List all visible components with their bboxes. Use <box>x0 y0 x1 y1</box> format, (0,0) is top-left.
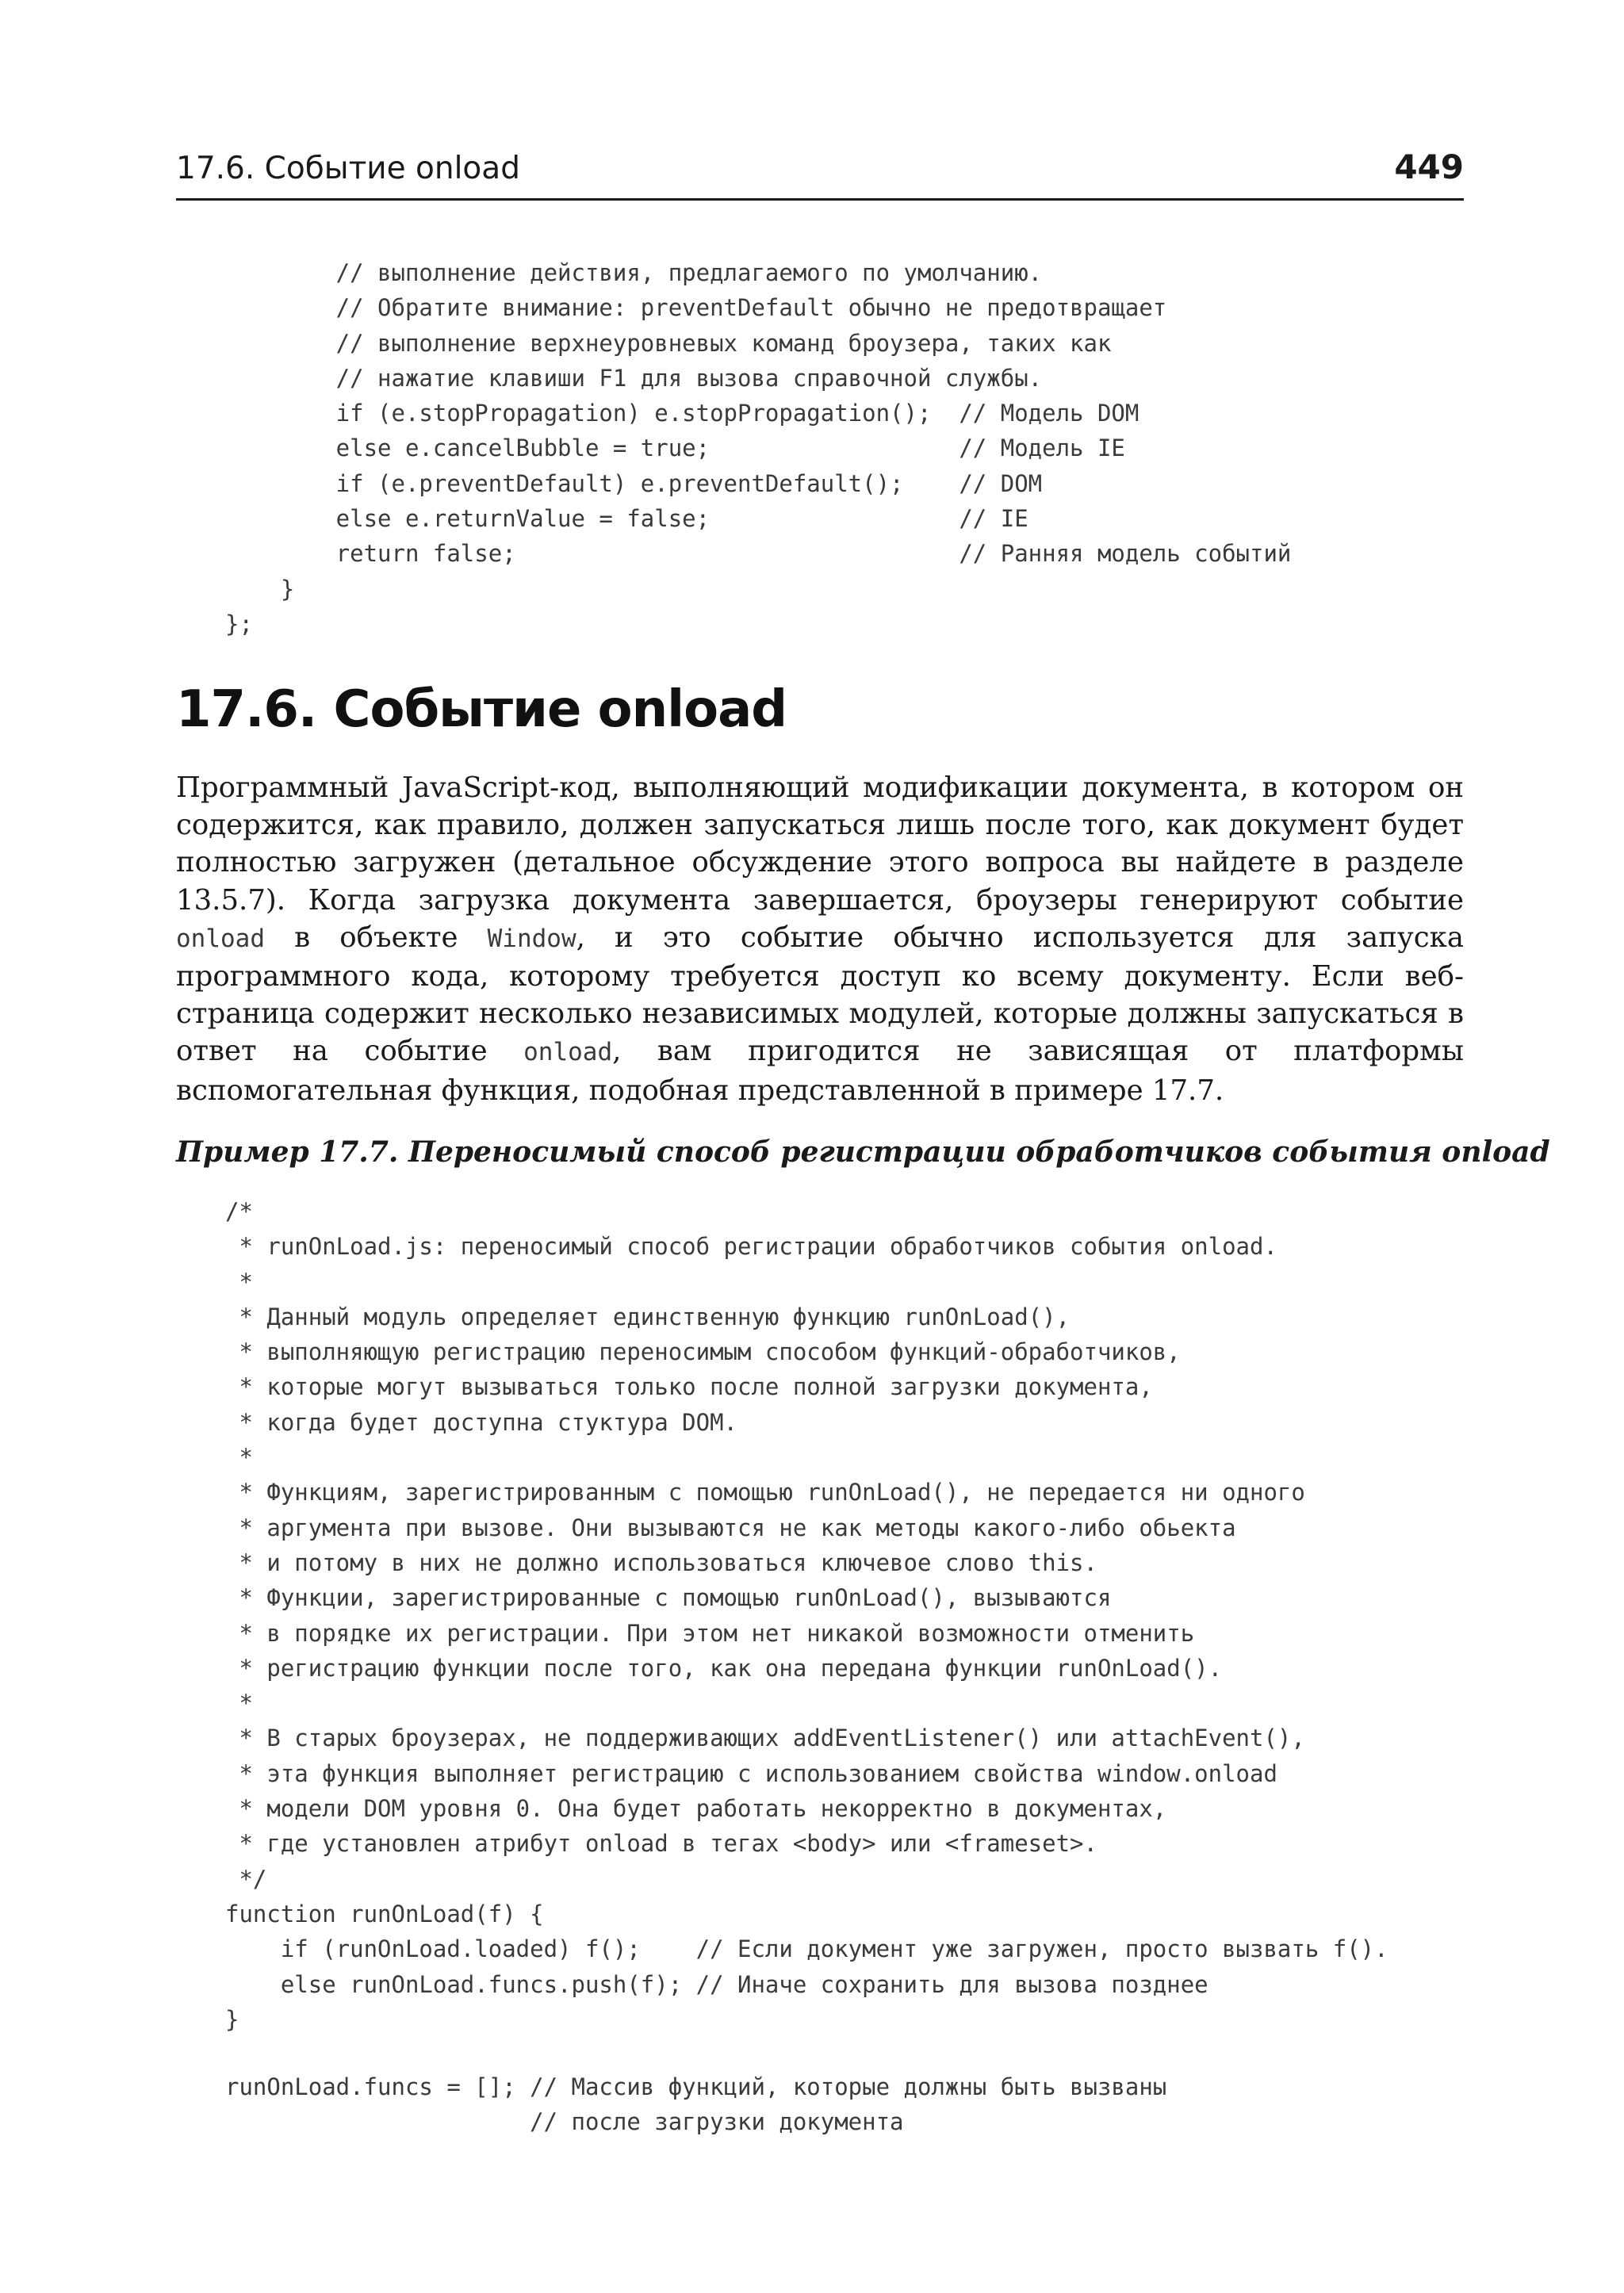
page-number: 449 <box>1394 147 1464 186</box>
running-head-section: 17.6. Событие onload <box>176 151 520 186</box>
paragraph-text-2: в объекте <box>264 921 488 954</box>
paragraph-text-3: , и это событие обычно используется для запуска программного кода, которому требуется доступ ко всему документу. Если веб-страница содержит несколько независимых модулей, которые должны запускаться в ответ на событие <box>176 921 1464 1068</box>
inline-code-onload: onload <box>176 924 265 953</box>
code-block-bottom: runOnLoad.funcs = []; // Массив функций, которые должны быть вызваны // после загрузки документа <box>225 2073 1167 2136</box>
paragraph-text-4: , вам пригодится не зависящая от платформы вспомогательная функция, подобная представленной в примере 17.7. <box>176 1035 1464 1107</box>
running-head <box>176 147 1464 201</box>
section-heading: 17.6. Событие onload <box>176 680 787 739</box>
example-caption: Пример 17.7. Переносимый способ регистрации обработчиков события onload <box>176 1135 1550 1169</box>
body-paragraph <box>176 769 1464 1109</box>
code-block-top: // выполнение действия, предлагаемого по умолчанию. // Обратите внимание: preventDefault обычно не предотвращает // выполнение верхнеуровневых команд броузера, таких как // нажатие клавиши F1 для вызова справочной службы. if (e.stopPropagation) e.stopPropagation(); // Модель DOM else e.cancelBubble = true; // Модель IE if (e.preventDefault) e.preventDefault(); // DOM else e.returnValue = false; // IE return false; // Ранняя модель событий } }; <box>225 259 1292 637</box>
inline-code-window: Window <box>487 924 576 953</box>
inline-code-onload-2: onload <box>523 1038 613 1067</box>
paragraph-text-1: Программный JavaScript-код, выполняющий модификации документа, в котором он содержится, как правило, должен запускаться лишь после того, как документ будет полностью загружен (детальное обсуждение этого вопроса вы найдете в разделе 13.5.7). Когда загрузка документа завершается, броузеры генерируют событие <box>176 771 1464 917</box>
code-block-main: /* * runOnLoad.js: переносимый способ регистрации обработчиков события onload. * * Данный модуль определяет единственную функцию runOnLoad(), * выполняющую регистрацию переносимым способом функций-обработчиков, * которые могут вызываться только после полной загрузки документа, * когда будет доступна стуктура DOM. * * Функциям, зарегистрированным с помощью runOnLoad(), не передается ни одного * аргумента при вызове. Они вызываются не как методы какого-либо обьекта * и потому в них не должно использоваться ключевое слово this. * Функции, зарегистрированные с помощью runOnLoad(), вызываются * в порядке их регистрации. При этом нет никакой возможности отменить * регистрацию функции после того, как она передана функции runOnLoad(). * * В старых броузерах, не поддерживающих addEventListener() или attachEvent(), * эта функция выполняет регистрацию с использованием свойства window.onload * модели DOM уровня 0. Она будет работать некорректно в документах, * где установлен атрибут onload в тегах <body> или <frameset>. */ function runOnLoad(f) { if (runOnLoad.loaded) f(); // Если документ уже загружен, просто вызвать f(). else runOnLoad.funcs.push(f); // Иначе сохранить для вызова позднее } <box>225 1198 1388 2033</box>
